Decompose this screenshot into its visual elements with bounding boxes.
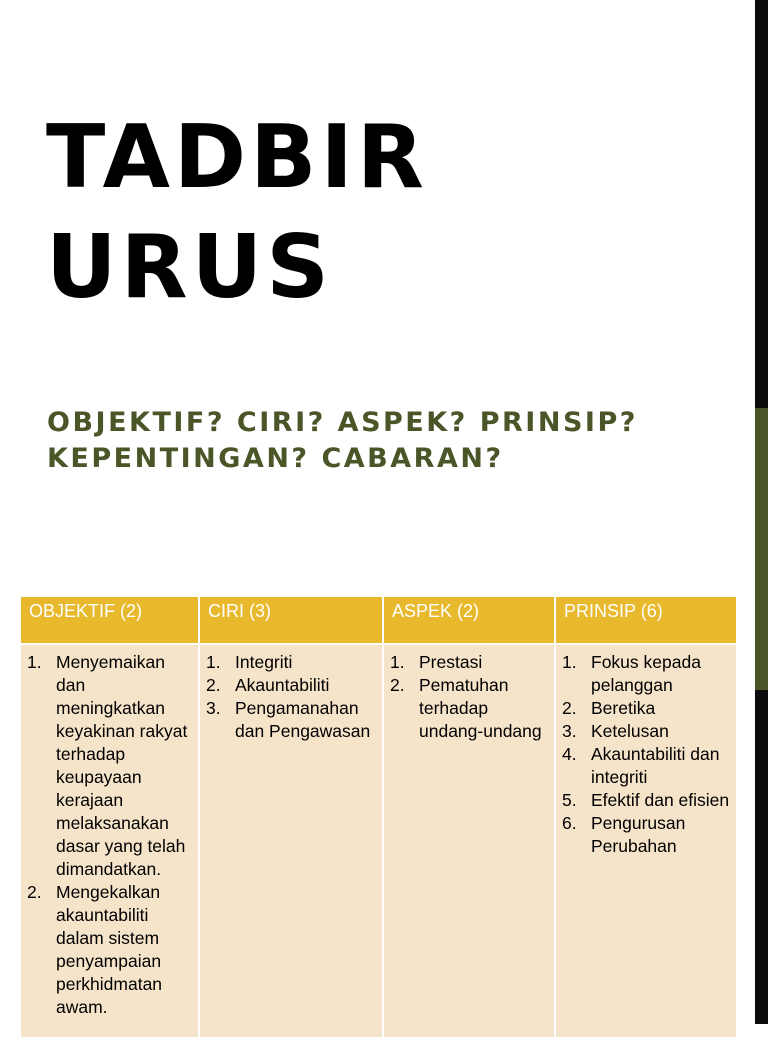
header-ciri: CIRI (3) xyxy=(199,597,383,644)
slide-title-line: URUS xyxy=(46,216,333,318)
list-number: 1. xyxy=(206,652,221,672)
list-text: Pengurusan Perubahan xyxy=(591,813,686,856)
list-number: 1. xyxy=(27,652,42,672)
slide-title-line: TADBIR xyxy=(46,106,428,208)
list-text: Ketelusan xyxy=(591,721,669,741)
list-number: 1. xyxy=(562,652,577,672)
aspek-list xyxy=(390,651,550,743)
list-number: 1. xyxy=(390,652,405,672)
header-objektif: OBJEKTIF (2) xyxy=(21,597,199,644)
ciri-list xyxy=(206,651,378,743)
list-text: Integriti xyxy=(235,652,293,672)
list-number: 3. xyxy=(562,721,577,741)
list-item xyxy=(206,651,378,674)
list-text: Akauntabiliti xyxy=(235,675,330,695)
objektif-list xyxy=(27,651,194,1019)
cell-ciri xyxy=(199,644,383,1037)
slide-subtitle-line: KEPENTINGAN? CABARAN? xyxy=(47,443,504,474)
list-number: 4. xyxy=(562,744,577,764)
table-header-row xyxy=(21,597,736,644)
summary-table-container xyxy=(21,597,736,1037)
list-text: Menyemaikan dan meningkatkan keyakinan rakyat terhadap keupayaan kerajaan melaksanakan dasar yang telah dimandatkan. xyxy=(56,652,188,879)
list-item xyxy=(206,697,378,743)
list-number: 2. xyxy=(562,698,577,718)
list-text: Mengekalkan akauntabiliti dalam sistem penyampaian perkhidmatan awam. xyxy=(56,882,163,1017)
list-text: Pengamanahan dan Pengawasan xyxy=(235,698,371,741)
list-number: 2. xyxy=(27,882,42,902)
list-item xyxy=(562,743,732,789)
header-prinsip: PRINSIP (6) xyxy=(555,597,736,644)
list-number: 5. xyxy=(562,790,577,810)
edge-bar-accent xyxy=(755,408,768,690)
slide-subtitle xyxy=(47,405,638,477)
list-item xyxy=(562,720,732,743)
list-text: Beretika xyxy=(591,698,656,718)
list-item xyxy=(27,651,194,881)
edge-bar-top xyxy=(755,0,768,408)
slide-subtitle-line: OBJEKTIF? CIRI? ASPEK? PRINSIP? xyxy=(47,407,638,438)
edge-bar-bottom xyxy=(755,690,768,1024)
prinsip-list xyxy=(562,651,732,858)
cell-aspek xyxy=(383,644,555,1037)
slide-title xyxy=(46,102,428,322)
header-aspek: ASPEK (2) xyxy=(383,597,555,644)
list-item xyxy=(562,812,732,858)
list-item xyxy=(390,674,550,743)
list-item xyxy=(206,674,378,697)
cell-objektif xyxy=(21,644,199,1037)
list-text: Akauntabiliti dan integriti xyxy=(591,744,720,787)
list-text: Efektif dan efisien xyxy=(591,790,730,810)
list-number: 2. xyxy=(390,675,405,695)
list-text: Fokus kepada pelanggan xyxy=(591,652,701,695)
list-number: 3. xyxy=(206,698,221,718)
list-item xyxy=(390,651,550,674)
list-number: 2. xyxy=(206,675,221,695)
list-item xyxy=(27,881,194,1019)
list-item xyxy=(562,697,732,720)
list-text: Prestasi xyxy=(419,652,483,672)
list-item xyxy=(562,651,732,697)
table-row xyxy=(21,644,736,1037)
list-number: 6. xyxy=(562,813,577,833)
summary-table xyxy=(21,597,736,1037)
list-text: Pematuhan terhadap undang-undang xyxy=(419,675,542,741)
list-item xyxy=(562,789,732,812)
cell-prinsip xyxy=(555,644,736,1037)
